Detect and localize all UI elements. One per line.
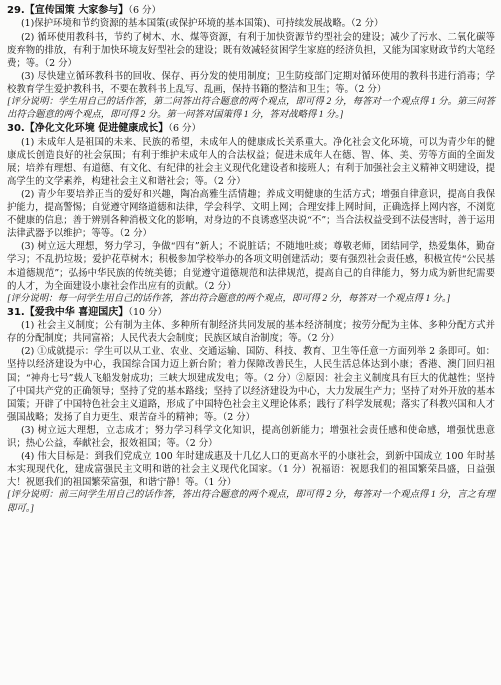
- question-heading: [7, 122, 495, 135]
- question-points: （10 分）: [128, 306, 168, 318]
- answer-paragraph: (3) 树立远大理想，努力学习，争做“四有”新人；不说脏话；不随地吐痰；尊敬老师，团结同学，热爱集体，勤奋学习；不乱扔垃圾；爱护花草树木；积极参加学校举办的各项文明创建活动；要有强烈社会责任感，积极宣传“公民基本道德规范”；弘扬中华民族的传统美德；自觉遵守道德规范和法律规范，提高自己的自律能力，努力成为新世纪需要的人才，为全面建设小康社会作出应有的贡献。（2 分）: [7, 241, 495, 292]
- question-heading: [7, 306, 495, 319]
- answer-paragraph: (1) 社会主义制度；公有制为主体、多种所有制经济共同发展的基本经济制度；按劳分配为主体、多种分配方式并存的分配制度；共同富裕；人民代表大会制度；民族区域自治制度；等。（2 分）: [7, 320, 495, 345]
- answer-paragraph: (2) 循环使用教科书，节约了树木、水、煤等资源，有利于加快资源节约型社会的建设；减少了污水、二氧化碳等废弃物的排放，有利于加快环境友好型社会的建设；既有效减轻贫困学生家庭的经济负担，又能为国家财政节约大笔经费；等。（2 分）: [7, 31, 495, 69]
- question-number: 31.: [7, 306, 25, 318]
- answer-paragraph: (3) 树立远大理想，立志成才；努力学习科学文化知识，提高创新能力；增强社会责任感和使命感，增强忧患意识；热心公益，奉献社会，报效祖国；等。（2 分）: [7, 424, 495, 450]
- question-31: [7, 306, 495, 516]
- question-heading: [7, 4, 495, 17]
- question-29: [7, 4, 495, 122]
- question-title: 【宣传国策 大家参与】: [24, 5, 129, 16]
- answer-paragraph: (1)保护环境和节约资源的基本国策(或保护环境的基本国策)、可持续发展战略。（2 分）: [21, 18, 384, 30]
- question-number: 30.: [7, 123, 25, 135]
- scoring-note: [评分说明：每一问学生用自己的话作答，答出符合题意的两个观点，即可得 2 分，每答对一个观点得 1 分。]: [7, 293, 451, 304]
- answer-paragraph: (2) 青少年要培养正当的爱好和兴趣，陶冶高雅生活情趣；养成文明健康的生活方式；增强自律意识，提高自我保护能力，提高警惕；自觉遵守网络道德和法律，学会科学、文明上网；合理安排上网时间，正确选择上网内容，不浏览不健康的信息；善于辨别各种消极文化的影响，对身边的不良诱惑坚决说“不”；当合法权益受到不法侵害时，善于运用法律武器予以维护；等等。（2 分）: [7, 188, 495, 240]
- question-title: 【爱我中华 喜迎国庆】: [24, 306, 129, 318]
- question-points: （6 分）: [128, 5, 162, 16]
- question-title: 【净化文化环境 促进健康成长】: [24, 123, 169, 135]
- scoring-note: [评分说明：学生用自己的话作答，第二问答出符合题意的两个观点，即可得 2 分，每答对一个观点得 1 分。第三问答出符合题意的两个观点，即可得 2 分。第一问答对国策得 1 分，答对战略得 1 分。]: [7, 96, 495, 121]
- scoring-note: [评分说明：前三问学生用自己的话作答，答出符合题意的两个观点，即可得 2 分，每答对一个观点得 1 分，言之有理即可。]: [7, 490, 495, 514]
- answer-paragraph: (1) 未成年人是祖国的未来、民族的希望，未成年人的健康成长关系重大。净化社会文化环境，可以为青少年的健康成长创造良好的社会氛围；有利于维护未成年人的合法权益；促进未成年人在德、智、体、美、劳等方面的全面发展；培养有理想、有道德、有文化、有纪律的社会主义现代化建设者和接班人；有利于加强社会主义精神文明建设，提高学生的文学素养，构建社会主义和谐社会；等。（2 分）: [7, 136, 495, 187]
- answer-paragraph: (2) ①成就提示：学生可以从工业、农业、交通运输、国防、科技、教育、卫生等任意一方面列举 2 条即可。如：坚持以经济建设为中心，我国综合国力迈上新台阶；着力保障改善民生，人民生活总体达到小康；香港、澳门回归祖国；“神舟七号”载人飞船发射成功；三峡大坝建成发电；等。（2 分）②原因：社会主义制度具有巨大的优越性；坚持了中国共产党的正确领导；坚持了党的基本路线；坚持了以经济建设为中心，大力发展生产力；坚持了对外开放的基本国策；开辟了中国特色社会主义道路，形成了中国特色社会主义理论体系；践行了科学发展观；落实了科教兴国和人才强国战略；发扬了自力更生、艰苦奋斗的精神；等。（2 分）: [7, 346, 495, 423]
- question-30: [7, 122, 495, 306]
- question-points: （6 分）: [168, 123, 202, 135]
- answer-paragraph: (3) 尽快建立循环教科书的回收、保存、再分发的使用制度；卫生防疫部门定期对循环使用的教科书进行消毒；学校教育学生爱护教科书，不要在教科书上乱写、乱画，保持书籍的整洁和卫生；等。（2 分）: [7, 70, 495, 95]
- question-number: 29.: [7, 5, 25, 16]
- answer-paragraph: (4) 伟大目标是：到我们党成立 100 年时建成惠及十几亿人口的更高水平的小康社会，到新中国成立 100 年时基本实现现代化，建成富强民主文明和谐的社会主义现代化国家。（1 分）祝福语：祝愿我们的祖国繁荣昌盛，日益强大！祝愿我们的祖国繁荣富强，和谐宁静！等。（1 分）: [7, 451, 495, 489]
